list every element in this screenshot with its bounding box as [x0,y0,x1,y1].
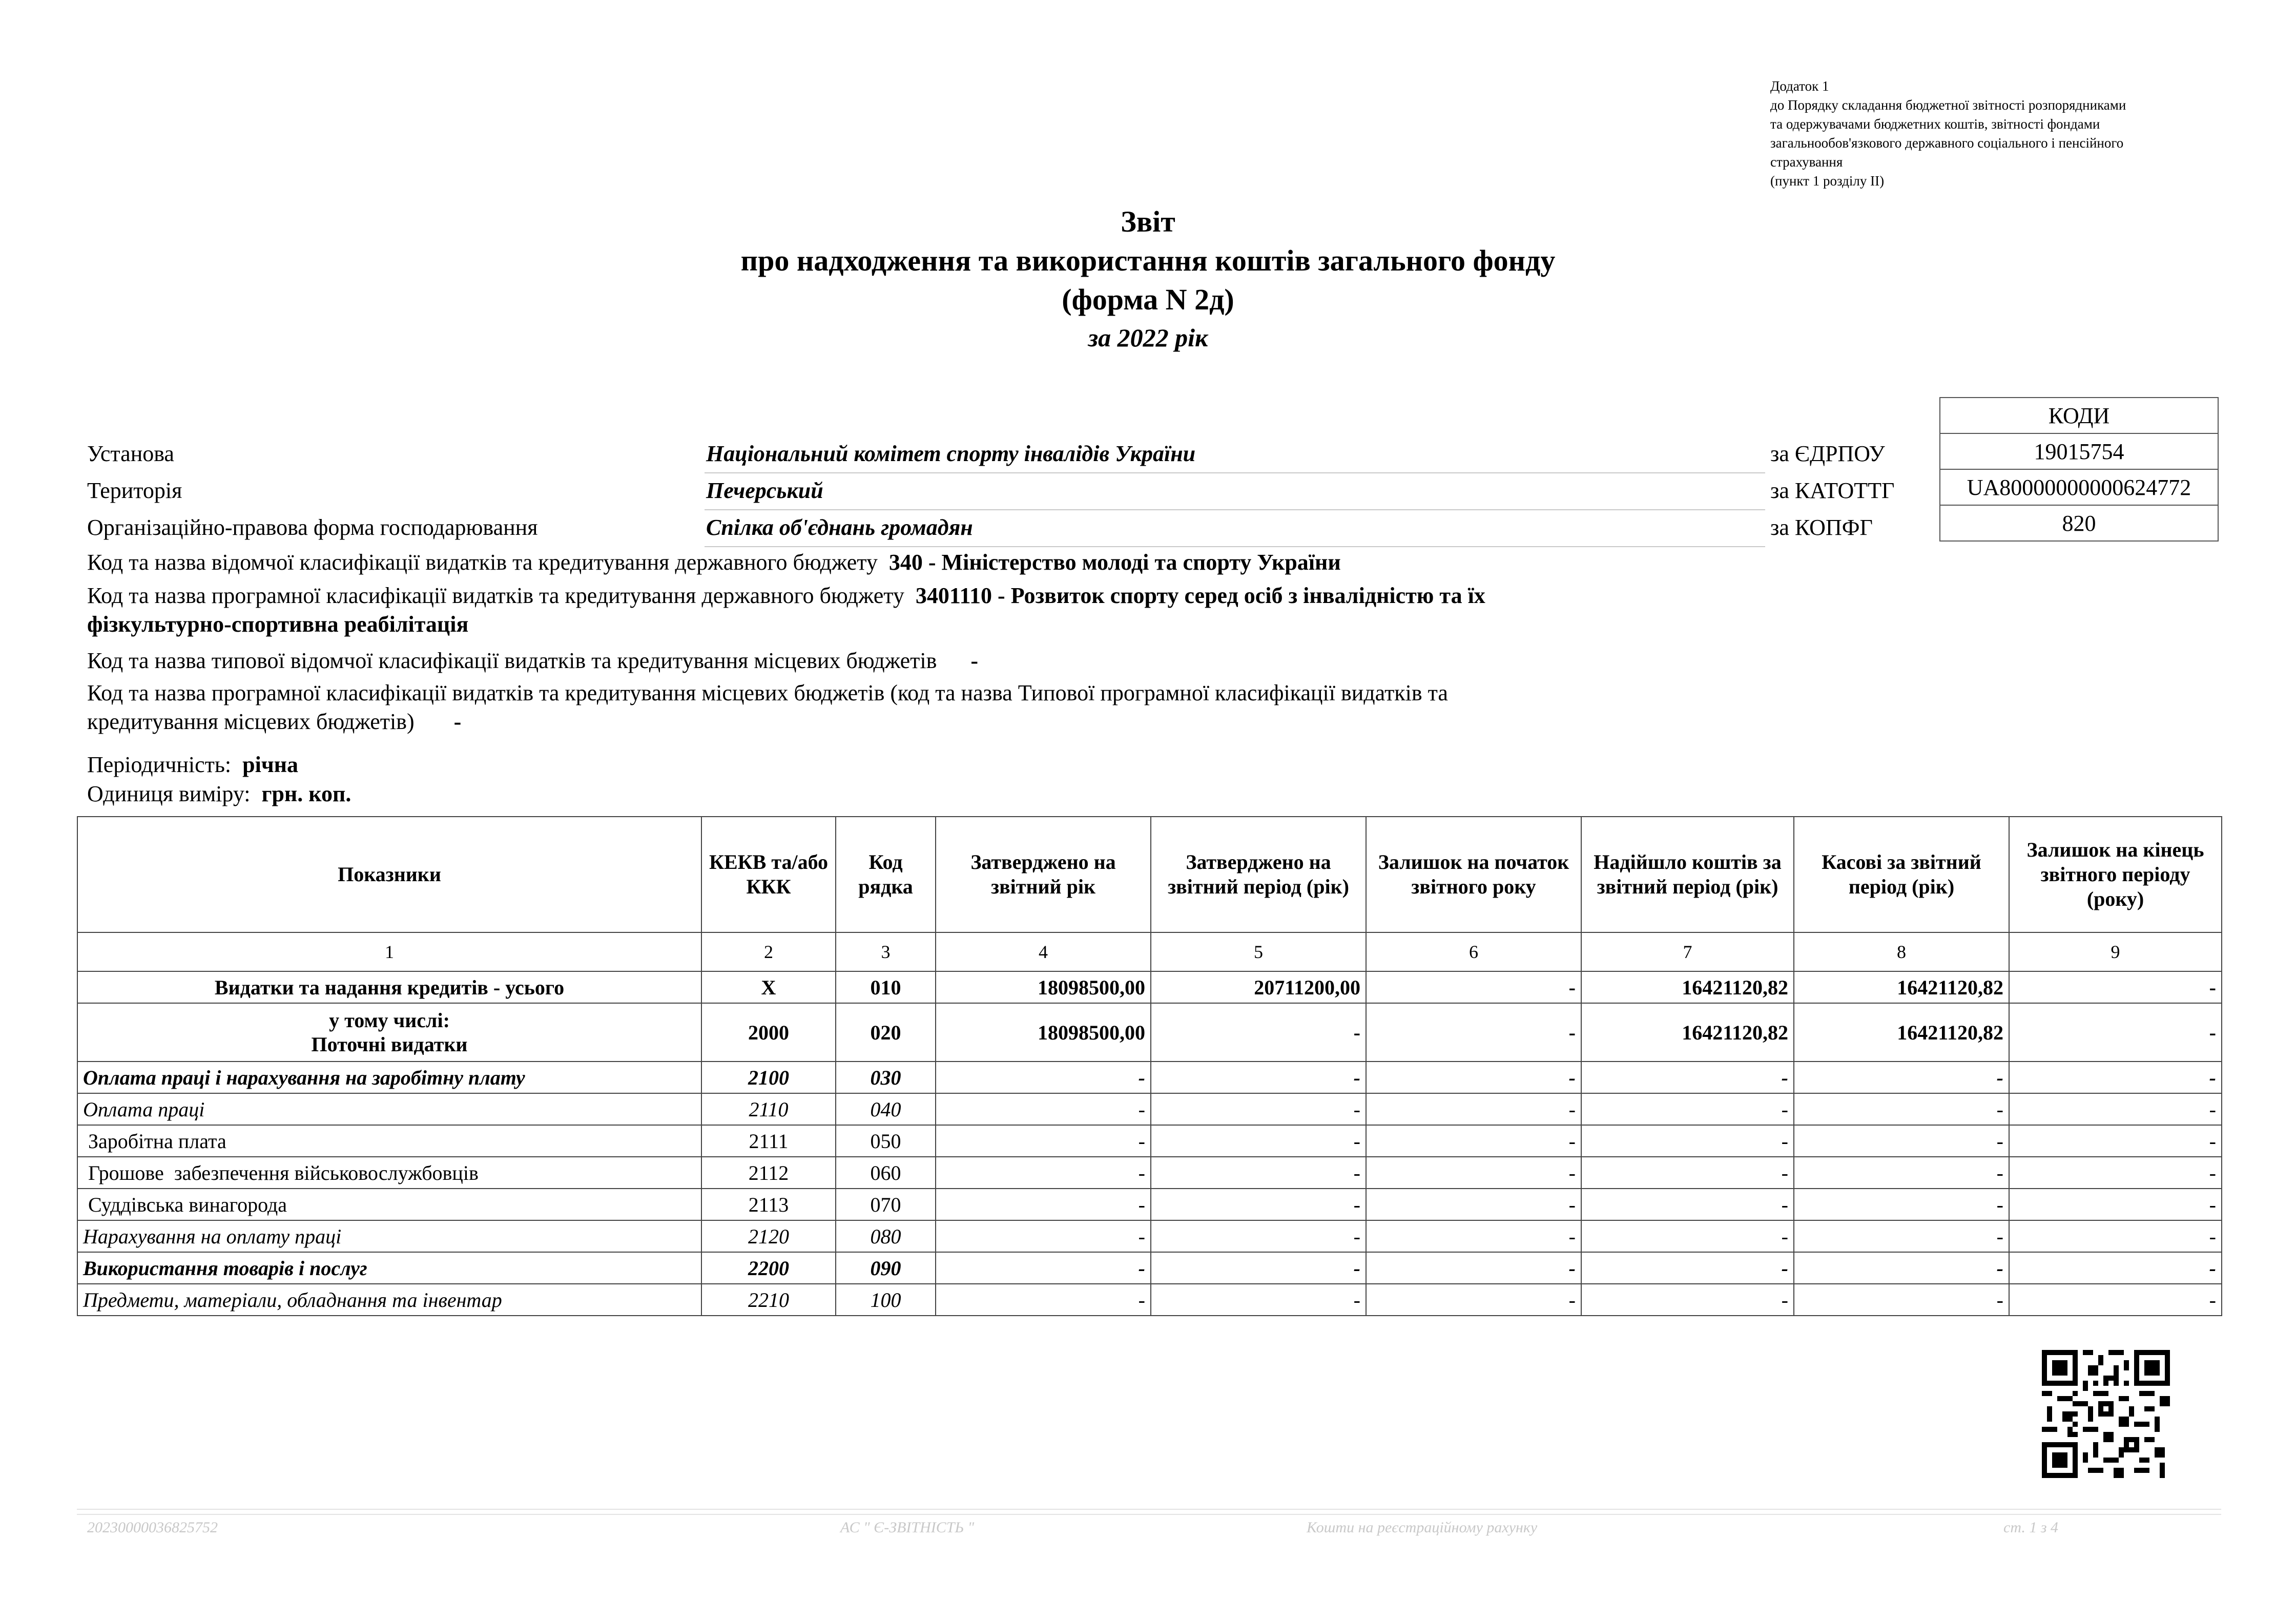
row-balance-end: - [2009,971,2222,1003]
prog-classification [87,581,1778,639]
row-approved-year: - [936,1252,1151,1284]
row-approved-year: - [936,1125,1151,1157]
row-kekv: 2000 [701,1003,836,1062]
row-cash: - [1794,1284,2009,1316]
row-balance-start: - [1366,1157,1581,1189]
row-received: 16421120,82 [1581,971,1794,1003]
annex-line: та одержувачами бюджетних коштів, звітності фондами [1770,116,2100,132]
table-row [77,1093,2222,1125]
row-cash: 16421120,82 [1794,971,2009,1003]
row-name: Оплата праці [77,1093,701,1125]
col-number: 7 [1581,932,1794,971]
kopfg-label: за КОПФГ [1770,515,1873,540]
row-balance-start: - [1366,1093,1581,1125]
row-name [77,1003,701,1062]
prog-classification-value-2: фізкультурно-спортивна реабілітація [87,612,469,637]
local-dept-label: Код та назва типової відомчої класифікації видатків та кредитування місцевих бюджетів [87,648,937,673]
local-prog-value: - [453,709,462,734]
local-prog-label-1: Код та назва програмної класифікації видатків та кредитування місцевих бюджетів (код та назва Типової програмної класифікації видатків та [87,680,1448,705]
row-received: - [1581,1284,1794,1316]
header-indicators: Показники [77,817,701,932]
header-balance-end: Залишок на кінець звітного періоду (року) [2009,817,2222,932]
header-approved-year: Затверджено на звітний рік [936,817,1151,932]
row-approved-year: - [936,1157,1151,1189]
territory-underline [705,509,1765,510]
edrpou-code: 19015754 [1940,433,2218,469]
row-cash: - [1794,1189,2009,1220]
row-balance-start: - [1366,1125,1581,1157]
row-approved-period: - [1151,1093,1366,1125]
report-period: за 2022 рік [1088,323,1208,352]
row-code: 030 [836,1062,936,1093]
row-balance-start: - [1366,1003,1581,1062]
annex-note [1770,77,2211,191]
row-name-line-2: Поточні видатки [311,1033,468,1056]
row-code: 060 [836,1157,936,1189]
footer-divider [77,1509,2221,1510]
territory-label: Територія [87,478,182,503]
row-approved-period: - [1151,1003,1366,1062]
row-received: - [1581,1093,1794,1125]
table-row [77,971,2222,1003]
prog-classification-value-1: 3401110 - Розвиток спорту серед осіб з інвалідністю та їх [915,583,1485,608]
edrpou-label: за ЄДРПОУ [1770,441,1885,466]
row-kekv: 2110 [701,1093,836,1125]
table-row [77,1220,2222,1252]
header-kekv: КЕКВ та/або ККК [701,817,836,932]
unit-value: грн. коп. [261,781,351,806]
table-header-row [77,817,2222,932]
row-approved-period: - [1151,1125,1366,1157]
row-kekv: 2113 [701,1189,836,1220]
katottg-label: за КАТОТТГ [1770,478,1895,503]
col-number: 2 [701,932,836,971]
row-approved-period: - [1151,1220,1366,1252]
col-number: 8 [1794,932,2009,971]
row-name-line-1: у тому числі: [329,1009,450,1032]
row-name: Суддівська винагорода [77,1189,701,1220]
row-balance-end: - [2009,1003,2222,1062]
row-balance-start: - [1366,1062,1581,1093]
kopfg-code: 820 [1940,505,2218,541]
row-code: 050 [836,1125,936,1157]
row-name: Нарахування на оплату праці [77,1220,701,1252]
row-approved-period: 20711200,00 [1151,971,1366,1003]
col-number: 6 [1366,932,1581,971]
row-name: Предмети, матеріали, обладнання та інвентар [77,1284,701,1316]
local-dept-classification [87,647,1778,675]
row-code: 100 [836,1284,936,1316]
row-balance-end: - [2009,1093,2222,1125]
row-kekv: 2100 [701,1062,836,1093]
row-balance-end: - [2009,1157,2222,1189]
local-prog-classification [87,679,1778,736]
report-table [77,816,2222,1316]
row-approved-year: 18098500,00 [936,1003,1151,1062]
row-balance-start: - [1366,1252,1581,1284]
row-cash: - [1794,1220,2009,1252]
local-prog-label-2: кредитування місцевих бюджетів) [87,709,415,734]
row-approved-year: - [936,1284,1151,1316]
row-kekv: 2112 [701,1157,836,1189]
territory-value: Печерський [706,478,823,503]
row-received: - [1581,1062,1794,1093]
col-number: 5 [1151,932,1366,971]
institution-label: Установа [87,441,174,466]
row-balance-start: - [1366,1220,1581,1252]
row-code: 010 [836,971,936,1003]
row-balance-start: - [1366,971,1581,1003]
col-number: 1 [77,932,701,971]
row-kekv: 2210 [701,1284,836,1316]
row-name: Заробітна плата [77,1125,701,1157]
header-row-code: Код рядка [836,817,936,932]
row-approved-period: - [1151,1284,1366,1316]
row-cash: - [1794,1093,2009,1125]
report-title [0,202,2296,319]
row-balance-end: - [2009,1252,2222,1284]
row-cash: 16421120,82 [1794,1003,2009,1062]
codes-header: КОДИ [1940,398,2218,433]
row-kekv: 2111 [701,1125,836,1157]
row-code: 080 [836,1220,936,1252]
legal-form-value: Спілка об'єднань громадян [706,515,973,540]
legal-form-label: Організаційно-правова форма господарювання [87,515,538,540]
dept-classification-value: 340 - Міністерство молоді та спорту України [888,550,1341,575]
annex-line: до Порядку складання бюджетної звітності розпорядниками [1770,97,2126,113]
column-numbers-row [77,932,2222,971]
header-approved-period: Затверджено на звітний період (рік) [1151,817,1366,932]
row-cash: - [1794,1125,2009,1157]
prog-classification-label: Код та назва програмної класифікації видатків та кредитування державного бюджету [87,583,904,608]
periodicity [87,751,298,779]
row-approved-year: - [936,1062,1151,1093]
row-kekv: 2200 [701,1252,836,1284]
row-name: Грошове забезпечення військовослужбовців [77,1157,701,1189]
row-code: 040 [836,1093,936,1125]
row-balance-start: - [1366,1189,1581,1220]
codes-box [1939,397,2219,542]
annex-line: загальнообов'язкового державного соціального і пенсійного [1770,135,2124,151]
row-cash: - [1794,1252,2009,1284]
institution-value: Національний комітет спорту інвалідів України [706,441,1196,466]
institution-underline [705,472,1765,473]
footer-doc-id: 20230000036825752 [87,1519,218,1536]
col-number: 3 [836,932,936,971]
annex-line: (пункт 1 розділу ІІ) [1770,173,1885,189]
legal-form-underline [705,546,1765,547]
periodicity-value: річна [242,752,299,777]
table-row [77,1284,2222,1316]
row-kekv: 2120 [701,1220,836,1252]
table-row [77,1189,2222,1220]
katottg-code: UA80000000000624772 [1940,469,2218,505]
local-dept-value: - [970,648,979,673]
row-approved-period: - [1151,1252,1366,1284]
row-received: - [1581,1220,1794,1252]
row-approved-year: - [936,1189,1151,1220]
row-received: 16421120,82 [1581,1003,1794,1062]
row-name: Видатки та надання кредитів - усього [77,971,701,1003]
row-balance-end: - [2009,1062,2222,1093]
title-line-2: про надходження та використання коштів загального фонду [740,244,1556,277]
row-name: Використання товарів і послуг [77,1252,701,1284]
table-row [77,1125,2222,1157]
qr-code-icon [2042,1350,2170,1478]
footer-system: АС " Є-ЗВІТНІСТЬ " [840,1519,975,1536]
row-received: - [1581,1189,1794,1220]
dept-classification [87,548,1778,577]
row-approved-year: - [936,1093,1151,1125]
header-cash: Касові за звітний період (рік) [1794,817,2009,932]
table-row [77,1157,2222,1189]
col-number: 9 [2009,932,2222,971]
header-received: Надійшло коштів за звітний період (рік) [1581,817,1794,932]
row-cash: - [1794,1157,2009,1189]
header-balance-start: Залишок на початок звітного року [1366,817,1581,932]
row-balance-end: - [2009,1189,2222,1220]
periodicity-label: Періодичність: [87,752,232,777]
title-line-1: Звіт [1121,205,1175,238]
footer-account: Кошти на реєстраційному рахунку [1307,1519,1538,1536]
row-approved-period: - [1151,1189,1366,1220]
table-row [77,1062,2222,1093]
row-code: 090 [836,1252,936,1284]
row-approved-year: - [936,1220,1151,1252]
row-approved-period: - [1151,1062,1366,1093]
row-cash: - [1794,1062,2009,1093]
footer-divider [77,1514,2221,1515]
footer-page: ст. 1 з 4 [2003,1519,2059,1536]
row-received: - [1581,1252,1794,1284]
annex-line: Додаток 1 [1770,78,1829,94]
title-line-3: (форма N 2д) [1062,283,1234,316]
row-balance-end: - [2009,1125,2222,1157]
row-code: 020 [836,1003,936,1062]
row-name: Оплата праці і нарахування на заробітну плату [77,1062,701,1093]
row-approved-period: - [1151,1157,1366,1189]
unit [87,780,351,808]
table-row [77,1252,2222,1284]
row-balance-start: - [1366,1284,1581,1316]
annex-line: страхування [1770,154,1843,170]
row-kekv: X [701,971,836,1003]
row-received: - [1581,1157,1794,1189]
row-code: 070 [836,1189,936,1220]
dept-classification-label: Код та назва відомчої класифікації видатків та кредитування державного бюджету [87,550,878,575]
row-approved-year: 18098500,00 [936,971,1151,1003]
unit-label: Одиниця виміру: [87,781,251,806]
col-number: 4 [936,932,1151,971]
row-balance-end: - [2009,1284,2222,1316]
row-balance-end: - [2009,1220,2222,1252]
table-row [77,1003,2222,1062]
row-received: - [1581,1125,1794,1157]
